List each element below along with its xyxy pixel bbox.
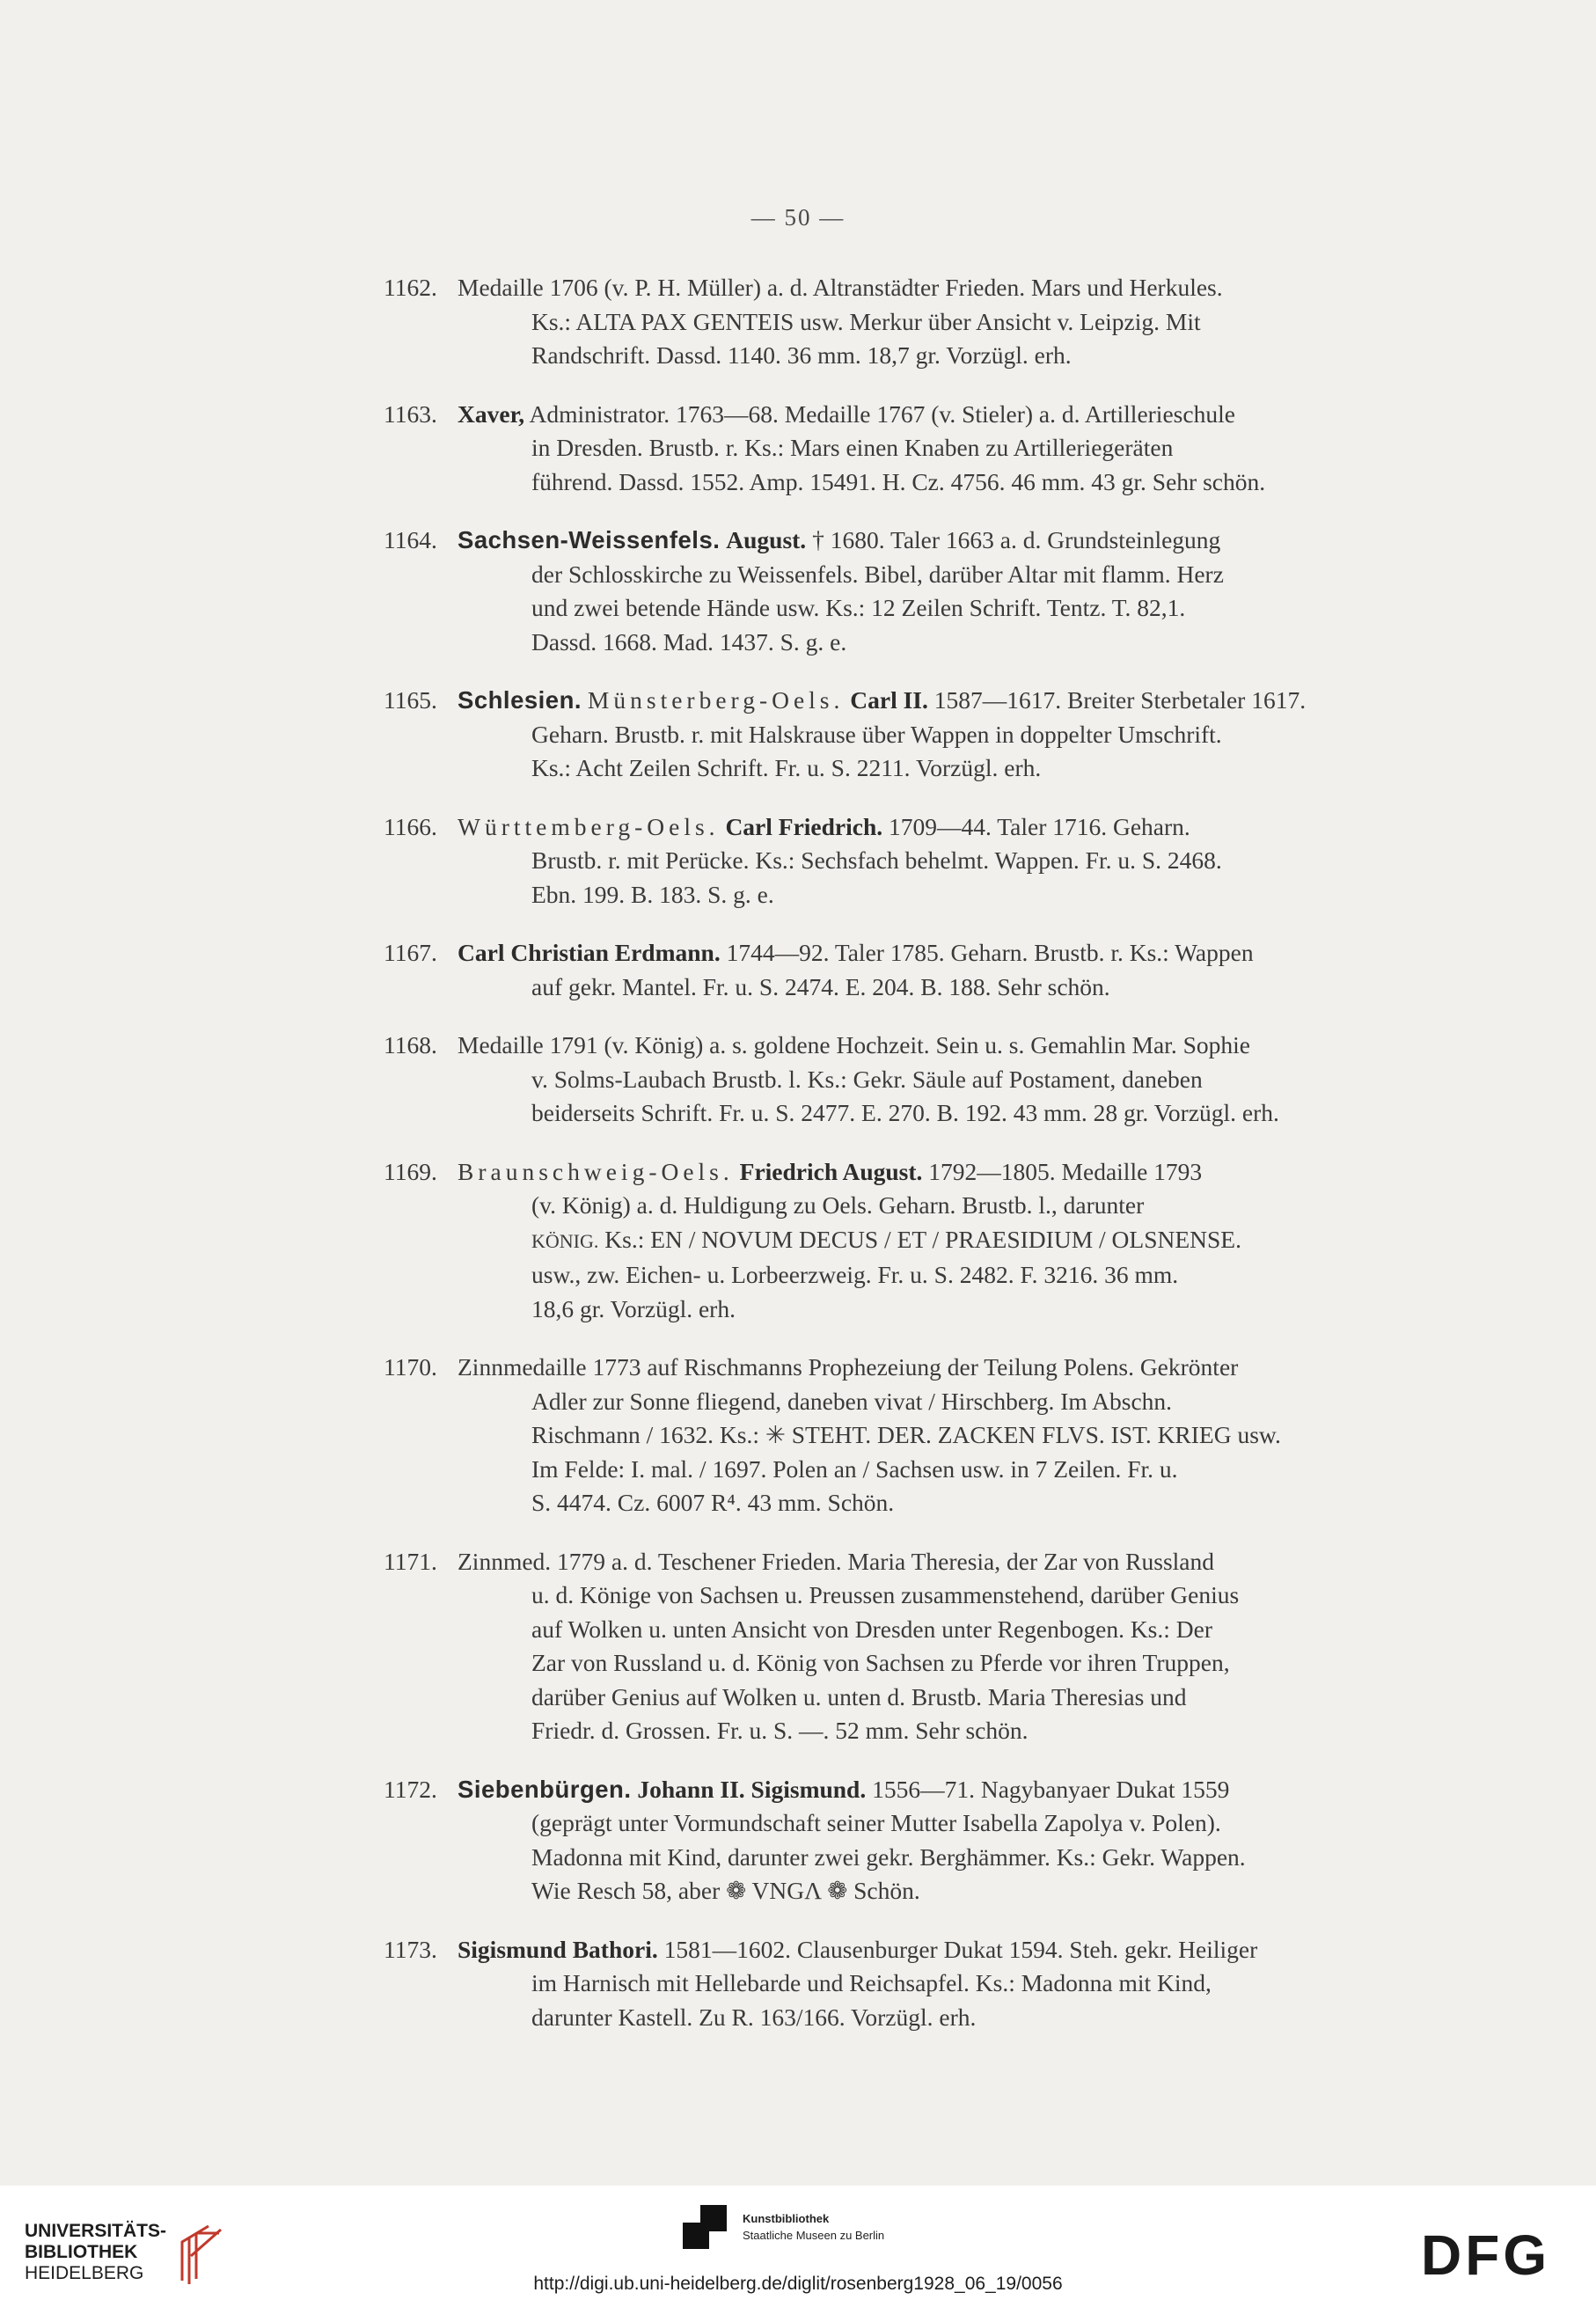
entry-text-run: Geharn. Brustb. r. mit Halskrause über Wappen in doppelter Umschrift. [531, 720, 1222, 748]
entry-number: 1170. [384, 1353, 437, 1381]
catalog-entry [384, 1545, 1432, 1748]
kunstbibliothek-name: Kunstbibliothek [743, 2212, 830, 2225]
entry-number: 1164. [384, 526, 437, 553]
entry-line [531, 1486, 1432, 1520]
ub-logo-line-2: BIBLIOTHEK [25, 2242, 138, 2262]
entry-line [531, 1293, 1432, 1327]
entry-line [531, 591, 1432, 626]
entry-text-run: 1587—1617. Breiter Sterbetaler 1617. [927, 686, 1307, 714]
entry-line [531, 1579, 1432, 1613]
catalog-entry [384, 1351, 1432, 1520]
catalog-entry [384, 398, 1432, 500]
entry-text-run: Sigismund Bathori. [458, 1935, 658, 1963]
entry-text-run: Adler zur Sonne fliegend, daneben vivat / Hirschberg. Im Abschn. [531, 1387, 1173, 1415]
entry-text-run: Ks.: ALTA PAX GENTEIS usw. Merkur über Ansicht v. Leipzig. Mit [531, 307, 1201, 335]
entry-text-run: und zwei betende Hände usw. Ks.: 12 Zeilen Schrift. Tentz. T. 82,1. [531, 594, 1186, 621]
catalog-entry [384, 684, 1432, 786]
entry-line [531, 1841, 1432, 1875]
entry-line [531, 339, 1432, 373]
entry-line [531, 1189, 1432, 1223]
entry-line [458, 1029, 1432, 1063]
catalog-entry [384, 810, 1432, 912]
catalog-entry [384, 1029, 1432, 1131]
entry-text-run: beiderseits Schrift. Fr. u. S. 2477. E. 270. B. 192. 43 mm. 28 gr. Vorzügl. erh. [531, 1099, 1279, 1126]
entry-line [531, 751, 1432, 786]
entry-line [531, 1613, 1432, 1647]
entry-text [458, 1155, 1432, 1327]
entry-text-run: im Harnisch mit Hellebarde und Reichsapfel. Ks.: Madonna mit Kind, [531, 1969, 1212, 1996]
entry-text-run: Xaver, [458, 399, 525, 428]
entry-text-run: darunter Kastell. Zu R. 163/166. Vorzügl. erh. [531, 2003, 977, 2031]
entry-line [531, 1063, 1432, 1097]
dfg-logo[interactable]: DFG [1421, 2223, 1551, 2287]
entry-text-run: Siebenbürgen. [458, 1775, 632, 1803]
entry-text-run: Im Felde: I. mal. / 1697. Polen an / Sachsen usw. in 7 Zeilen. Fr. u. [531, 1454, 1178, 1483]
entry-line [531, 2001, 1432, 2035]
entry-text-run: 1792—1805. Medaille 1793 [922, 1157, 1203, 1185]
entry-text [458, 1351, 1432, 1520]
entry-number: 1167. [384, 939, 437, 966]
entry-text-run: v. Solms-Laubach Brustb. l. Ks.: Gekr. Säule auf Postament, daneben [531, 1065, 1203, 1093]
entry-line [531, 626, 1432, 660]
entry-line [531, 1453, 1432, 1487]
entry-text-run: 1709—44. Taler 1716. Geharn. [882, 812, 1190, 840]
entry-text-run: Wie Resch 58, aber ❁ VNGΛ ❁ Schön. [531, 1877, 920, 1904]
entry-text-run: Friedrich August. [739, 1157, 923, 1185]
entry-text-run: Braunschweig-Oels. [458, 1157, 734, 1185]
entry-line [458, 1933, 1432, 1967]
entry-line [531, 971, 1432, 1005]
entry-number: 1173. [384, 1935, 437, 1963]
entry-line [531, 305, 1432, 340]
entry-line [531, 1806, 1432, 1841]
entry-line [531, 558, 1432, 592]
entry-text-run: in Dresden. Brustb. r. Ks.: Mars einen Knaben zu Artilleriegeräten [531, 434, 1174, 461]
entry-text [458, 271, 1432, 373]
entry-text-run: führend. Dassd. 1552. Amp. 15491. H. Cz. 4756. 46 mm. 43 gr. Sehr schön. [531, 467, 1266, 495]
entry-line [531, 1681, 1432, 1715]
entry-line [458, 1351, 1432, 1385]
entry-text-run: S. 4474. Cz. 6007 R⁴. 43 mm. Schön. [531, 1489, 895, 1516]
entry-text [458, 810, 1432, 912]
entry-text-run: 18,6 gr. Vorzügl. erh. [531, 1294, 736, 1322]
entry-line [531, 1714, 1432, 1748]
entry-text-run: Randschrift. Dassd. 1140. 36 mm. 18,7 gr. Vorzügl. erh. [531, 341, 1072, 369]
entry-line [531, 844, 1432, 878]
entry-text-run: Ks.: EN / NOVUM DECUS / ET / PRAESIDIUM / OLSNENSE. [598, 1225, 1241, 1253]
entry-number: 1162. [384, 274, 437, 301]
entry-number: 1168. [384, 1031, 437, 1058]
entry-text-run: Medaille 1706 (v. P. H. Müller) a. d. Altranstädter Frieden. Mars und Herkules. [458, 274, 1223, 301]
kunstbibliothek-subtitle: Staatliche Museen zu Berlin [743, 2229, 885, 2242]
entry-text [458, 398, 1432, 500]
entry-text-run [582, 686, 588, 714]
entry-text-run: Zar von Russland u. d. König von Sachsen zu Pferde vor ihren Truppen, [531, 1649, 1230, 1676]
entry-text-run: Carl Friedrich. [725, 812, 883, 840]
entry-line [458, 1773, 1432, 1807]
entry-text-run: darüber Genius auf Wolken u. unten d. Brustb. Maria Theresias und [531, 1682, 1187, 1710]
ub-logo-line-3: HEIDELBERG [25, 2263, 144, 2283]
entry-line [458, 524, 1432, 558]
entry-text-run: † 1680. Taler 1663 a. d. Grundsteinlegung [806, 526, 1221, 553]
entry-text-run: Zinnmedaille 1773 auf Rischmanns Prophezeiung der Teilung Polens. Gekrönter [458, 1353, 1239, 1381]
catalog-entry [384, 1773, 1432, 1908]
entry-line [531, 431, 1432, 465]
entry-number: 1166. [384, 812, 437, 840]
entry-text-run: Schlesien. [458, 686, 582, 714]
entry-text-run: Zinnmed. 1779 a. d. Teschener Frieden. Maria Theresia, der Zar von Russland [458, 1547, 1215, 1575]
entry-text-run: usw., zw. Eichen- u. Lorbeerzweig. Fr. u. S. 2482. F. 3216. 36 mm. [531, 1261, 1179, 1288]
entry-text-run [734, 1158, 740, 1185]
entry-text-run: Madonna mit Kind, darunter zwei gekr. Berghämmer. Ks.: Gekr. Wappen. [531, 1842, 1246, 1871]
entry-text-run: 1581—1602. Clausenburger Dukat 1594. Steh. gekr. Heiliger [657, 1935, 1258, 1963]
catalog-entry [384, 524, 1432, 659]
entry-line [531, 1258, 1432, 1293]
entry-text-run: Carl Christian Erdmann. [458, 939, 721, 966]
entry-line [531, 1385, 1432, 1419]
entry-text-run: Dassd. 1668. Mad. 1437. S. g. e. [531, 627, 847, 656]
entry-line [458, 684, 1432, 718]
entry-text-run: Württemberg-Oels. [458, 812, 720, 840]
entry-number: 1169. [384, 1157, 437, 1185]
entry-text [458, 936, 1432, 1004]
entry-line [531, 878, 1432, 912]
entry-number: 1163. [384, 399, 437, 428]
entry-text-run: Sachsen-Weissenfels. [458, 526, 721, 553]
entry-line [531, 1874, 1432, 1908]
entry-text-run: Carl II. [850, 686, 928, 714]
entry-text-run: Ks.: Acht Zeilen Schrift. Fr. u. S. 2211. Vorzügl. erh. [531, 754, 1042, 781]
entry-text-run: auf Wolken u. unten Ansicht von Dresden unter Regenbogen. Ks.: Der [531, 1615, 1212, 1643]
catalog-entry [384, 1933, 1432, 2035]
entry-text-run: (geprägt unter Vormundschaft seiner Mutter Isabella Zapolya v. Polen). [531, 1809, 1221, 1836]
entry-line [531, 718, 1432, 752]
entry-text-run: (v. König) a. d. Huldigung zu Oels. Geharn. Brustb. l., darunter [531, 1191, 1145, 1219]
entry-text-run: Medaille 1791 (v. König) a. s. goldene Hochzeit. Sein u. s. Gemahlin Mar. Sophie [458, 1031, 1250, 1058]
entry-text [458, 1933, 1432, 2035]
entry-number: 1171. [384, 1547, 437, 1575]
entry-text-run: der Schlosskirche zu Weissenfels. Bibel, darüber Altar mit flamm. Herz [531, 560, 1224, 588]
entry-text-run: KÖNIG. [531, 1229, 599, 1252]
entry-line [458, 936, 1432, 971]
entry-text-run: Münsterberg-Oels. [587, 686, 845, 714]
footer-bar [0, 2186, 1596, 2300]
catalog-entry [384, 936, 1432, 1004]
catalog-entry [384, 271, 1432, 373]
entry-text-run: Johann II. Sigismund. [637, 1775, 867, 1803]
entry-line [458, 1155, 1432, 1190]
entry-line [531, 465, 1432, 500]
entry-line [458, 398, 1432, 432]
ub-logo-line-1: UNIVERSITÄTS- [25, 2221, 167, 2241]
entry-line [531, 1223, 1432, 1259]
entry-text [458, 524, 1432, 659]
entry-text-run: Rischmann / 1632. Ks.: ✳ STEHT. DER. ZACKEN FLVS. IST. KRIEG usw. [531, 1421, 1281, 1448]
entry-text-run: Administrator. 1763—68. Medaille 1767 (v. Stieler) a. d. Artillerieschule [524, 399, 1235, 428]
entry-number: 1165. [384, 686, 437, 714]
entry-line [458, 810, 1432, 845]
entry-text [458, 684, 1432, 786]
entry-text [458, 1545, 1432, 1748]
entry-text [458, 1029, 1432, 1131]
catalog-entry [384, 1155, 1432, 1327]
entry-text-run: auf gekr. Mantel. Fr. u. S. 2474. E. 204. B. 188. Sehr schön. [531, 972, 1110, 1000]
entry-text-run: 1556—71. Nagybanyaer Dukat 1559 [866, 1775, 1230, 1803]
entry-text-run: August. [726, 526, 807, 553]
entry-text [458, 1773, 1432, 1908]
entry-line [531, 1646, 1432, 1681]
entry-line [458, 271, 1432, 305]
entry-text-run: Friedr. d. Grossen. Fr. u. S. —. 52 mm. Sehr schön. [531, 1717, 1029, 1744]
entry-text-run: Brustb. r. mit Perücke. Ks.: Sechsfach behelmt. Wappen. Fr. u. S. 2468. [531, 846, 1222, 874]
kunstbibliothek-mark-icon [683, 2205, 727, 2249]
page-number: — 50 — [750, 204, 846, 231]
entry-line [531, 1418, 1432, 1453]
entry-line [531, 1096, 1432, 1131]
entry-line [531, 1967, 1432, 2001]
entry-text-run: Ebn. 199. B. 183. S. g. e. [531, 880, 774, 908]
permalink-url[interactable]: http://digi.ub.uni-heidelberg.de/diglit/rosenberg1928_06_19/0056 [533, 2274, 1063, 2294]
entry-text-run: 1744—92. Taler 1785. Geharn. Brustb. r. Ks.: Wappen [720, 939, 1254, 966]
entry-text-run: u. d. Könige von Sachsen u. Preussen zusammenstehend, darüber Genius [531, 1581, 1240, 1608]
entry-line [458, 1545, 1432, 1579]
catalog-entries [384, 271, 1432, 2059]
entry-number: 1172. [384, 1775, 437, 1803]
